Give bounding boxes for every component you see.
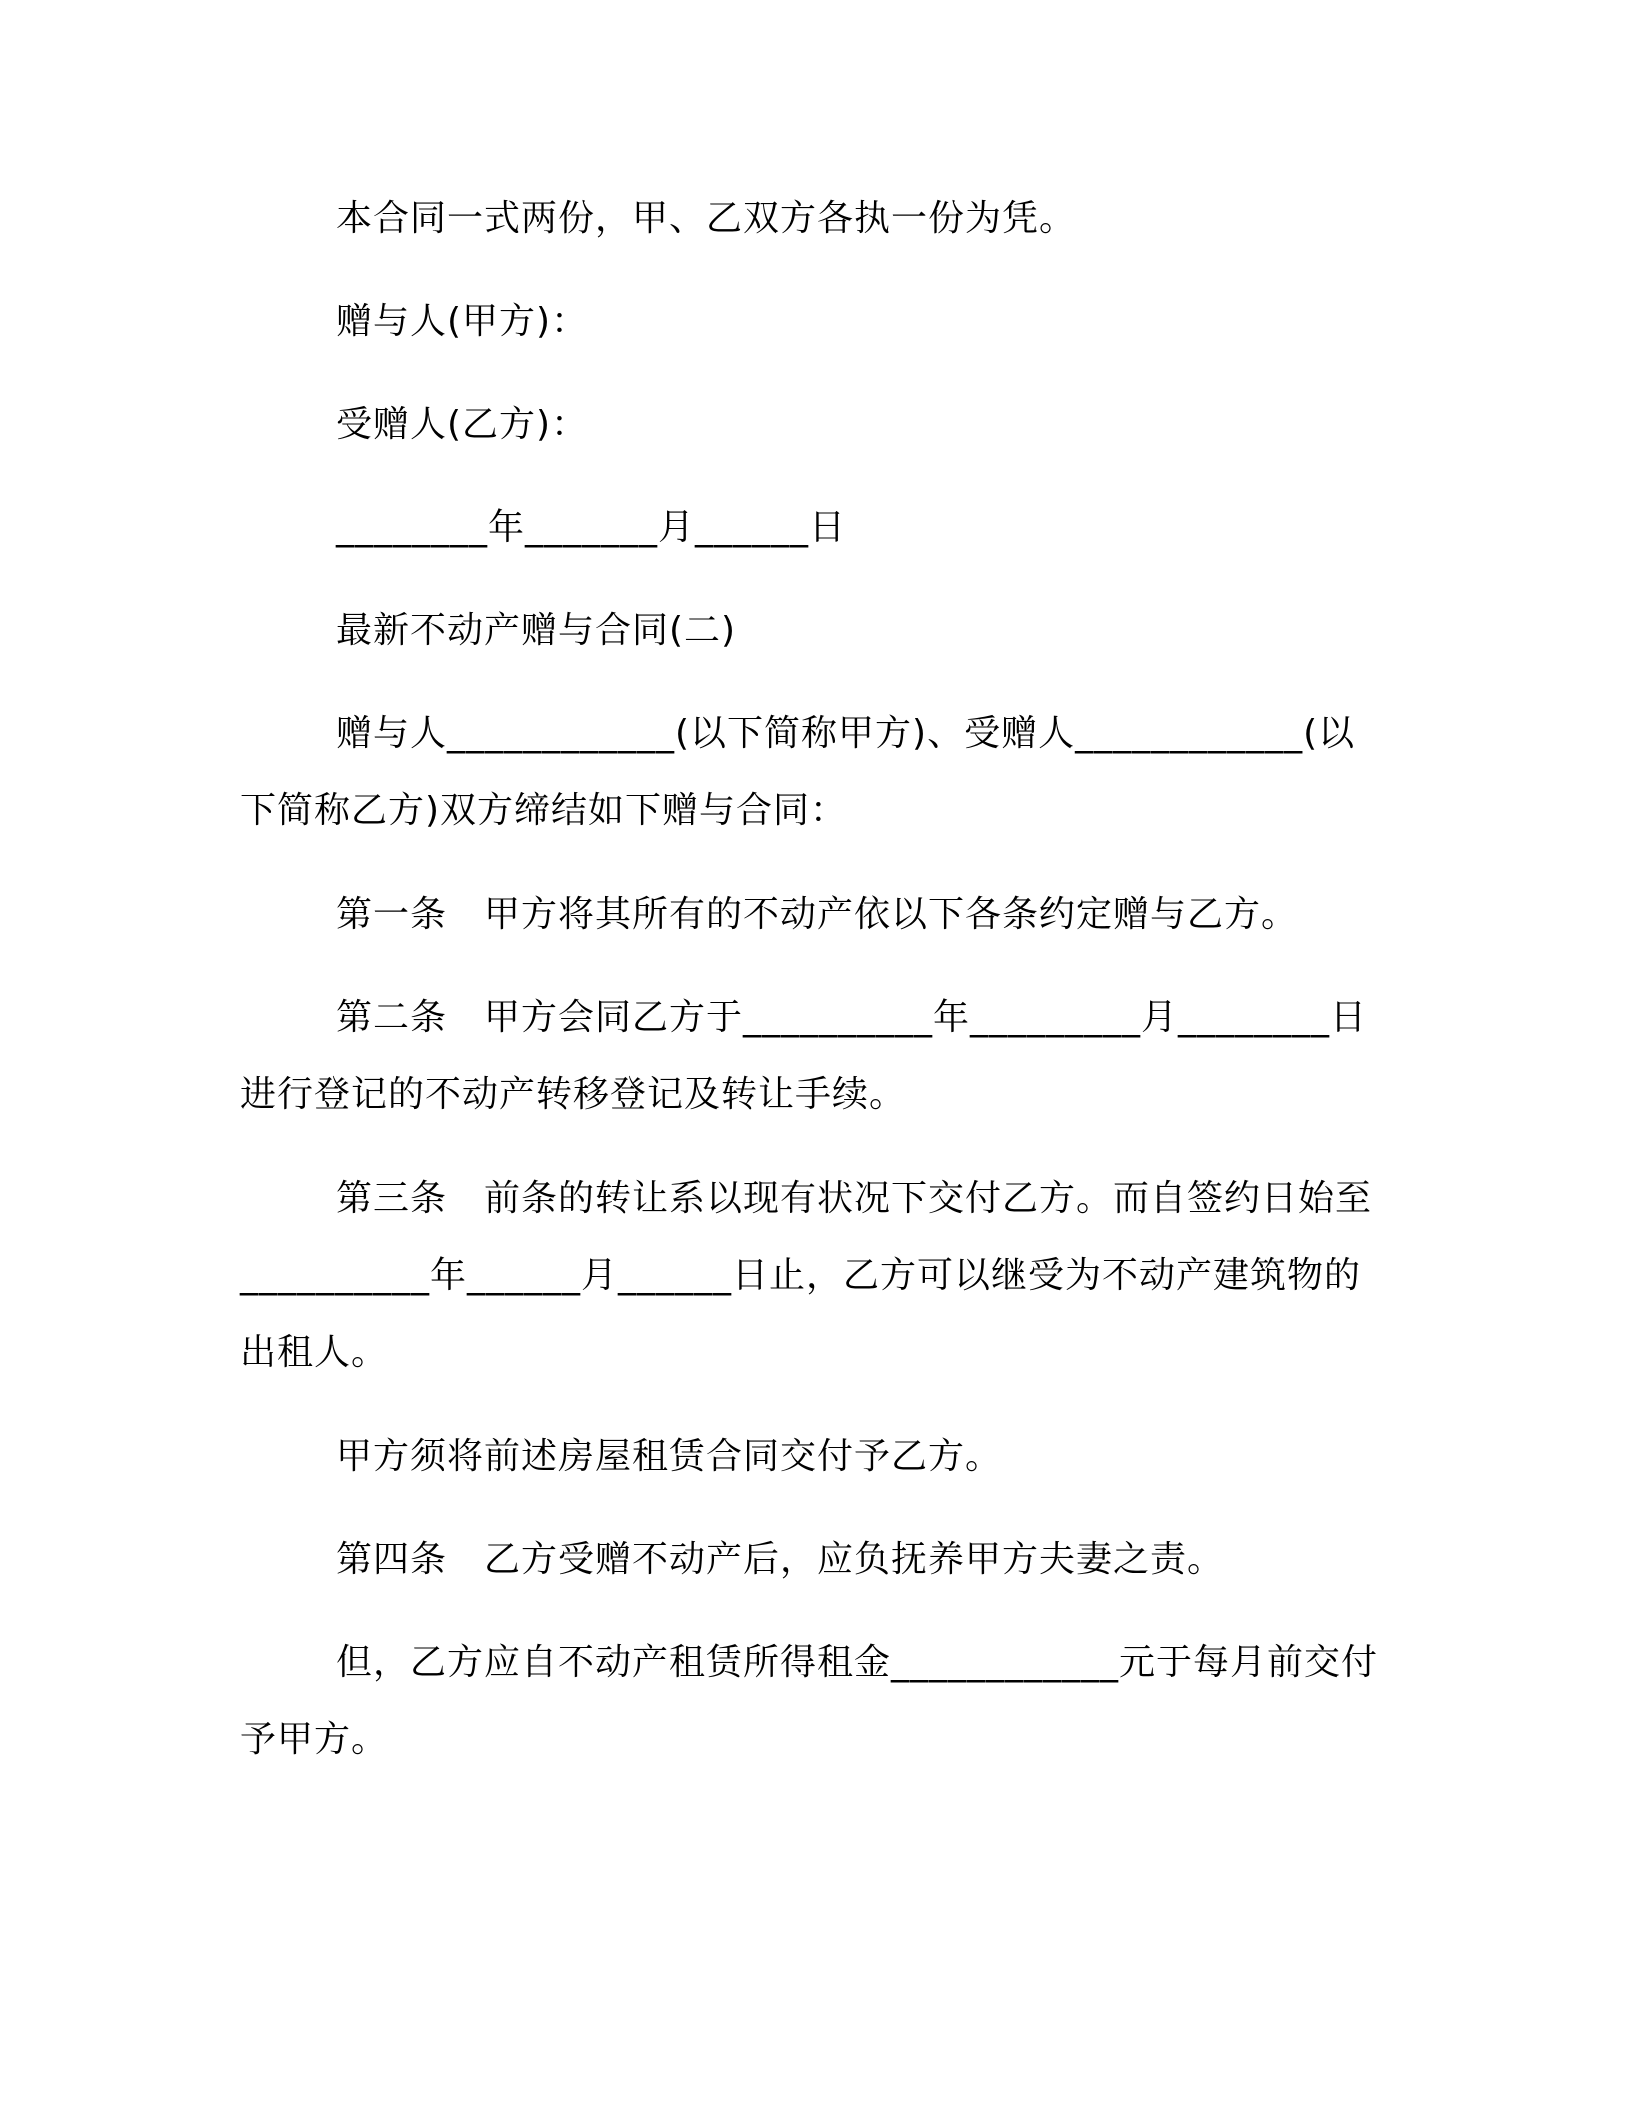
article-3: 第三条 前条的转让系以现有状况下交付乙方。而自签约日始至__________年______月______日止，乙方可以继受为不动产建筑物的出租人。	[240, 1178, 1373, 1373]
article-4: 第四条 乙方受赠不动产后，应负抚养甲方夫妻之责。	[336, 1539, 1225, 1580]
paragraph-donee-signature: 受赠人(乙方)：	[336, 404, 589, 445]
paragraph-copies: 本合同一式两份，甲、乙双方各执一份为凭。	[336, 198, 1077, 239]
section-title: 最新不动产赠与合同(二)	[336, 610, 737, 651]
article-1: 第一条 甲方将其所有的不动产依以下各条约定赠与乙方。	[336, 894, 1299, 935]
article-2: 第二条 甲方会同乙方于__________年_________月________日进行登记的不动产转移登记及转让手续。	[240, 997, 1368, 1115]
paragraph-rent: 但，乙方应自不动产租赁所得租金____________元于每月前交付予甲方。	[240, 1642, 1379, 1760]
paragraph-date-line: ________年_______月______日	[336, 507, 846, 548]
paragraph-donor-signature: 赠与人(甲方)：	[336, 301, 589, 342]
paragraph-lease-contract: 甲方须将前述房屋租赁合同交付予乙方。	[336, 1436, 1003, 1477]
paragraph-parties: 赠与人____________(以下简称甲方)、受赠人____________(以下简称乙方)双方缔结如下赠与合同：	[240, 713, 1356, 831]
